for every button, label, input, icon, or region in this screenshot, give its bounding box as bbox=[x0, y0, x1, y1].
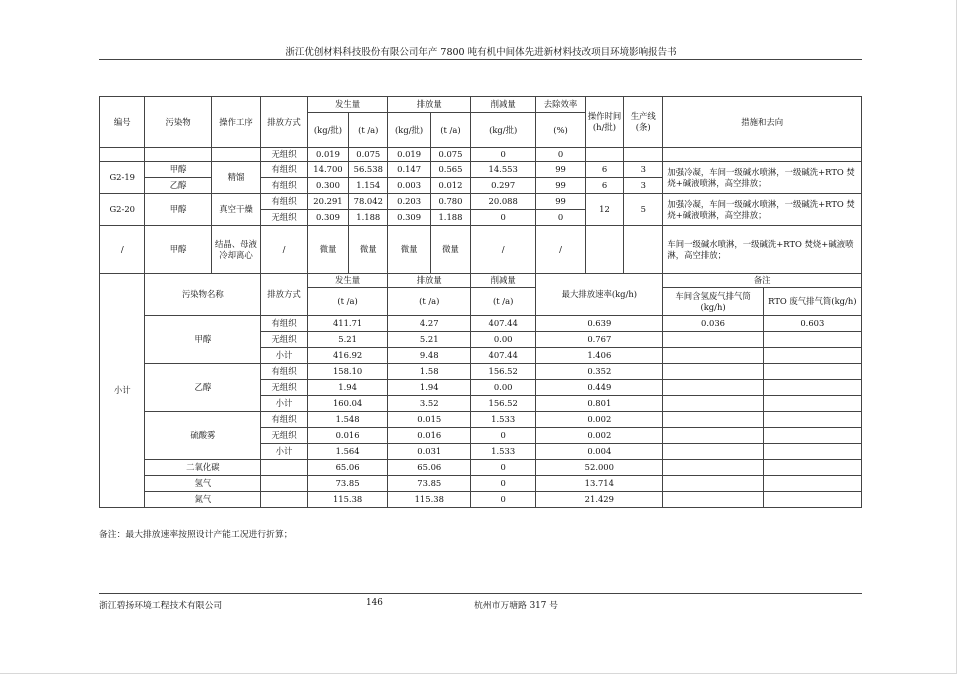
table-row: G2-19 甲醇 精馏 有组织 14.700 56.538 0.147 0.565 14.553 99 6 3 加强冷凝，车间一级碱水喷淋，一级碱洗+RTO 焚烧+碱液喷淋，高空排放； bbox=[100, 162, 862, 178]
hdr-id: 编号 bbox=[100, 97, 145, 148]
table-row: 无组织 1.94 1.94 0.00 0.449 bbox=[100, 380, 862, 396]
table-note: 备注：最大排放速率按照设计产能工况进行折算； bbox=[99, 530, 293, 540]
footer-company: 浙江碧扬环境工程技术有限公司 bbox=[99, 601, 223, 611]
footer-rule bbox=[99, 593, 862, 594]
table-row: 小计 1.564 0.031 1.533 0.004 bbox=[100, 444, 862, 460]
table-row: 硫酸雾 有组织 1.548 0.015 1.533 0.002 bbox=[100, 412, 862, 428]
table-row: (t /a) (t /a) (t /a) 车间含氢废气排气筒(kg/h) RTO 废气排气筒(kg/h) bbox=[100, 288, 862, 302]
table-row: / 甲醇 结晶、母液冷却离心 / 微量 微量 微量 微量 / / 车间一级碱水喷淋，一级碱洗+RTO 焚烧+碱液喷淋，高空排放； bbox=[100, 226, 862, 274]
hdr-emitted: 排放量 bbox=[388, 97, 471, 113]
hdr-pollutant: 污染物 bbox=[145, 97, 211, 148]
page-header: 浙江优创材料科技股份有限公司年产 7800 吨有机中间体先进新材料技改项目环境影响报告书 bbox=[285, 47, 677, 58]
table-row: 无组织 0.309 1.188 0.309 1.188 0 0 bbox=[100, 210, 862, 226]
hdr-process: 操作工序 bbox=[211, 97, 261, 148]
table-row: 无组织 0.019 0.075 0.019 0.075 0 0 bbox=[100, 148, 862, 162]
table-row: 乙醇 有组织 158.10 1.58 156.52 0.352 bbox=[100, 364, 862, 380]
footer-address: 杭州市万塘路 317 号 bbox=[474, 601, 558, 611]
table-row: 甲醇 有组织 411.71 4.27 407.44 0.639 0.036 0.603 bbox=[100, 316, 862, 332]
table-row: 氢气 73.85 73.85 0 13.714 bbox=[100, 476, 862, 492]
hdr-mode: 排放方式 bbox=[261, 97, 308, 148]
hdr-hours: 操作时间(h/批) bbox=[585, 97, 623, 148]
table-row: 乙醇 有组织 0.300 1.154 0.003 0.012 0.297 99 6 3 bbox=[100, 178, 862, 194]
table-row: G2-20 甲醇 真空干燥 有组织 20.291 78.042 0.203 0.780 20.088 99 12 5 加强冷凝，车间一级碱水喷淋，一级碱洗+RTO 焚烧+碱液喷淋，高空排放； bbox=[100, 194, 862, 210]
hdr-efficiency: 去除效率 bbox=[536, 97, 586, 113]
header-rule bbox=[99, 59, 862, 60]
table-row: 小计 污染物名称 排放方式 发生量 排放量 削减量 最大排放速率(kg/h) 备注 bbox=[100, 274, 862, 288]
table-row: 二氧化碳 65.06 65.06 0 52.000 bbox=[100, 460, 862, 476]
emission-table bbox=[99, 96, 862, 508]
table-row: (kg/批) (t /a) (kg/批) (t /a) (kg/批) (%) bbox=[100, 113, 862, 148]
hdr-lines: 生产线(条) bbox=[624, 97, 663, 148]
subtotal-label: 小计 bbox=[100, 274, 145, 508]
hdr-reduced: 削减量 bbox=[471, 97, 536, 113]
table-row: 无组织 5.21 5.21 0.00 0.767 bbox=[100, 332, 862, 348]
hdr-generated: 发生量 bbox=[307, 97, 388, 113]
table-row: 小计 160.04 3.52 156.52 0.801 bbox=[100, 396, 862, 412]
table-row: 小计 416.92 9.48 407.44 1.406 bbox=[100, 348, 862, 364]
table-row bbox=[100, 97, 862, 113]
table-row: 氮气 115.38 115.38 0 21.429 bbox=[100, 492, 862, 508]
table-row: 无组织 0.016 0.016 0 0.002 bbox=[100, 428, 862, 444]
hdr-measures: 措施和去向 bbox=[663, 97, 862, 148]
page-number: 146 bbox=[366, 598, 383, 608]
